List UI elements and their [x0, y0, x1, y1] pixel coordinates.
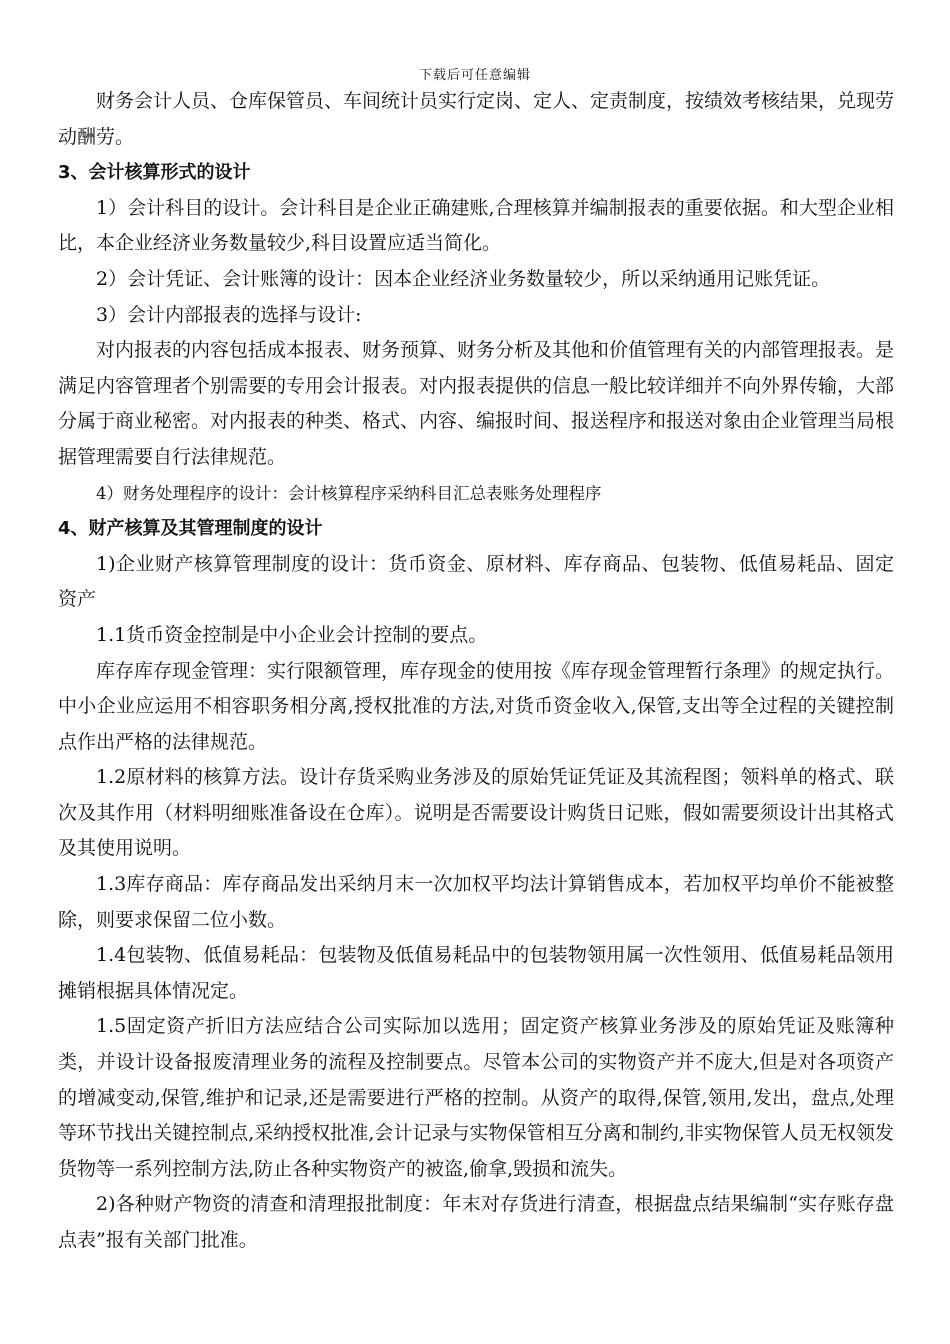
- section-heading: 4、财产核算及其管理制度的设计: [58, 518, 323, 540]
- paragraph: 1.4包装物、低值易耗品：包装物及低值易耗品中的包装物领用属一次性领用、低值易耗品领用摊销根据具体情况定。: [58, 944, 894, 1002]
- section-heading: 3、会计核算形式的设计: [58, 162, 251, 184]
- paragraph: 2)各种财产物资的清查和清理报批制度：年末对存货进行清查，根据盘点结果编制“实存账存盘点表”报有关部门批准。: [58, 1193, 894, 1251]
- paragraph: 1.5固定资产折旧方法应结合公司实际加以选用；固定资产核算业务涉及的原始凭证及账簿种类，并设计设备报废清理业务的流程及控制要点。尽管本公司的实物资产并不庞大,但是对各项资产的增减变动,保管,维护和记录,还是需要进行严格的控制。从资产的取得,保管,领用,发出，盘点,处理等环节找出关键控制点,采纳授权批准,会计记录与实物保管相互分离和制约,非实物保管人员无权领发货物等一系列控制方法,防止各种实物资产的被盗,偷拿,毁损和流失。: [58, 1015, 894, 1180]
- paragraph: 1）会计科目的设计。会计科目是企业正确建账,合理核算并编制报表的重要依据。和大型企业相比，本企业经济业务数量较少,科目设置应适当简化。: [58, 196, 894, 255]
- paragraph: 财务会计人员、仓库保管员、车间统计员实行定岗、定人、定责制度，按绩效考核结果，兑现劳动酬劳。: [58, 90, 895, 148]
- paragraph: 对内报表的内容包括成本报表、财务预算、财务分析及其他和价值管理有关的内部管理报表。是满足内容管理者个别需要的专用会计报表。对内报表提供的信息一般比较详细并不向外界传输，大部分属于商业秘密。对内报表的种类、格式、内容、编报时间、报送程序和报送对象由企业管理当局根据管理需要自行法律规范。: [58, 339, 895, 468]
- paragraph: 2）会计凭证、会计账簿的设计：因本企业经济业务数量较少，所以采纳通用记账凭证。: [96, 267, 831, 290]
- paragraph: 1.2原材料的核算方法。设计存货采购业务涉及的原始凭证凭证及其流程图；领料单的格式、联次及其作用（材料明细账准备设在仓库）。说明是否需要设计购货日记账，假如需要须设计出其格式及其使用说明。: [58, 766, 894, 860]
- paragraph: 库存库存现金管理：实行限额管理，库存现金的使用按《库存现金管理暂行条理》的规定执行。中小企业应运用不相容职务相分离,授权批准的方法,对货币资金收入,保管,支出等全过程的关键控制点作出严格的法律规范。: [58, 659, 895, 753]
- document-body: [58, 84, 894, 1259]
- paragraph: 1)企业财产核算管理制度的设计：货币资金、原材料、库存商品、包装物、低值易耗品、固定资产: [58, 552, 894, 611]
- paragraph: 4）财务处理程序的设计：会计核算程序采纳科目汇总表账务处理程序: [96, 483, 602, 503]
- paragraph: 1.3库存商品：库存商品发出采纳月末一次加权平均法计算销售成本，若加权平均单价不能被整除，则要求保留二位小数。: [58, 873, 894, 931]
- page-header: 下载后可任意编辑: [418, 68, 531, 83]
- paragraph: 1.1货币资金控制是中小企业会计控制的要点。: [96, 623, 488, 646]
- paragraph: 3）会计内部报表的选择与设计:: [96, 303, 362, 326]
